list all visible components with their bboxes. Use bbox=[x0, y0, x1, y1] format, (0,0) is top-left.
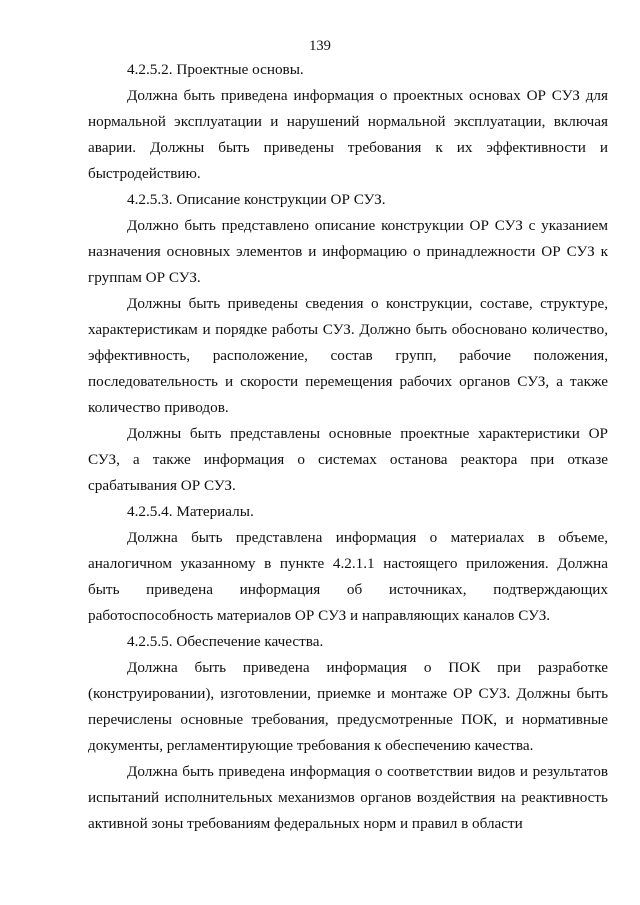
paragraph-design-basis: Должна быть приведена информация о проектных основах ОР СУЗ для нормальной эксплуатации и нарушений нормальной эксплуатации, включая аварии. Должны быть приведены требования к их эффективности и быстродействию. bbox=[88, 87, 608, 182]
paragraph-design-characteristics: Должны быть представлены основные проектные характеристики ОР СУЗ, а также информация о системах останова реактора при отказе срабатывания ОР СУЗ. bbox=[88, 425, 608, 494]
section-heading-4-2-5-3: 4.2.5.3. Описание конструкции ОР СУЗ. bbox=[127, 191, 386, 208]
section-heading-4-2-5-2: 4.2.5.2. Проектные основы. bbox=[127, 61, 304, 78]
paragraph-quality-assurance: Должна быть приведена информация о ПОК при разработке (конструировании), изготовлении, приемке и монтаже ОР СУЗ. Должны быть перечислены основные требования, предусмотренные ПОК, и нормативные документы, регламентирующие требования к обеспечению качества. bbox=[88, 659, 608, 754]
paragraph-construction-details: Должны быть приведены сведения о конструкции, составе, структуре, характеристикам и порядке работы СУЗ. Должно быть обосновано количество, эффективность, расположение, состав групп, рабочие положения, последовательность и скорости перемещения рабочих органов СУЗ, а также количество приводов. bbox=[88, 295, 608, 416]
paragraph-construction-description: Должно быть представлено описание конструкции ОР СУЗ с указанием назначения основных элементов и информацию о принадлежности ОР СУЗ к группам ОР СУЗ. bbox=[88, 217, 608, 286]
section-heading-4-2-5-5: 4.2.5.5. Обеспечение качества. bbox=[127, 633, 324, 650]
page-number: 139 bbox=[309, 38, 331, 54]
document-body bbox=[88, 57, 608, 837]
paragraph-testing-compliance: Должна быть приведена информация о соответствии видов и результатов испытаний исполнительных механизмов органов воздействия на реактивность активной зоны требованиям федеральных норм и правил в области bbox=[88, 763, 608, 832]
section-heading-4-2-5-4: 4.2.5.4. Материалы. bbox=[127, 503, 254, 520]
paragraph-materials: Должна быть представлена информация о материалах в объеме, аналогичном указанному в пункте 4.2.1.1 настоящего приложения. Должна быть приведена информация об источниках, подтверждающих работоспособность материалов ОР СУЗ и направляющих каналов СУЗ. bbox=[88, 529, 608, 624]
